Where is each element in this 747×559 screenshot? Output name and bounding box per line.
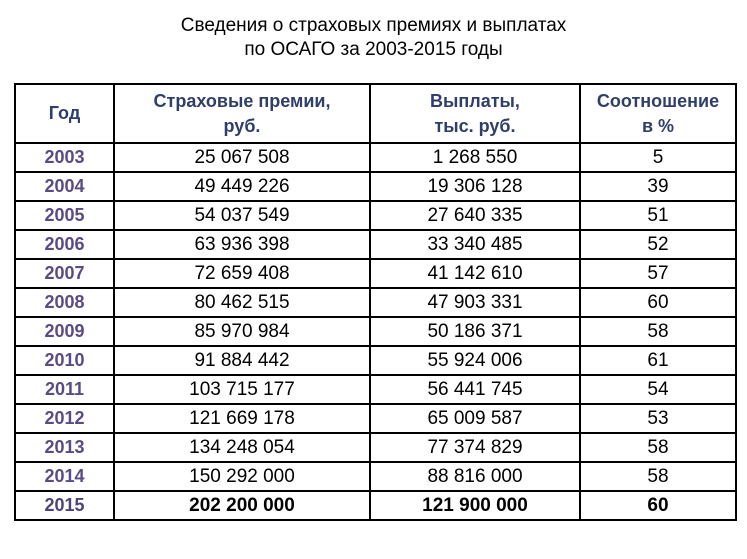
premiums-cell: 202 200 000 bbox=[114, 491, 370, 520]
ratio-cell: 58 bbox=[580, 462, 736, 491]
table-row bbox=[15, 317, 736, 346]
premiums-cell: 80 462 515 bbox=[114, 288, 370, 317]
premiums-cell: 54 037 549 bbox=[114, 201, 370, 230]
ratio-cell: 58 bbox=[580, 433, 736, 462]
header-year-label: Год bbox=[48, 103, 81, 123]
header-payments-line-2: тыс. руб. bbox=[434, 115, 516, 136]
year-cell: 2004 bbox=[15, 172, 114, 201]
ratio-cell: 54 bbox=[580, 375, 736, 404]
ratio-cell: 60 bbox=[580, 491, 736, 520]
premiums-cell: 103 715 177 bbox=[114, 375, 370, 404]
table-row bbox=[15, 462, 736, 491]
year-cell: 2014 bbox=[15, 462, 114, 491]
document-title bbox=[0, 14, 747, 62]
year-cell: 2011 bbox=[15, 375, 114, 404]
header-ratio-line-1: Соотношение bbox=[596, 90, 720, 111]
year-cell: 2015 bbox=[15, 491, 114, 520]
table-row bbox=[15, 404, 736, 433]
year-cell: 2007 bbox=[15, 259, 114, 288]
premiums-cell: 91 884 442 bbox=[114, 346, 370, 375]
year-cell: 2010 bbox=[15, 346, 114, 375]
payments-cell: 41 142 610 bbox=[370, 259, 580, 288]
year-cell: 2009 bbox=[15, 317, 114, 346]
ratio-cell: 58 bbox=[580, 317, 736, 346]
title-line-1: Сведения о страховых премиях и выплатах bbox=[180, 15, 567, 36]
header-ratio bbox=[580, 84, 736, 143]
year-cell: 2006 bbox=[15, 230, 114, 259]
header-payments-line-1: Выплаты, bbox=[430, 90, 520, 111]
payments-cell: 1 268 550 bbox=[370, 143, 580, 172]
table-row-total bbox=[15, 491, 736, 520]
table-row bbox=[15, 375, 736, 404]
table-row bbox=[15, 288, 736, 317]
payments-cell: 50 186 371 bbox=[370, 317, 580, 346]
table-row bbox=[15, 172, 736, 201]
payments-cell: 77 374 829 bbox=[370, 433, 580, 462]
ratio-cell: 5 bbox=[580, 143, 736, 172]
payments-cell: 33 340 485 bbox=[370, 230, 580, 259]
premiums-cell: 121 669 178 bbox=[114, 404, 370, 433]
table-row bbox=[15, 143, 736, 172]
premiums-cell: 49 449 226 bbox=[114, 172, 370, 201]
header-premiums bbox=[114, 84, 370, 143]
year-cell: 2013 bbox=[15, 433, 114, 462]
ratio-cell: 61 bbox=[580, 346, 736, 375]
table-header-row bbox=[15, 84, 736, 143]
ratio-cell: 52 bbox=[580, 230, 736, 259]
ratio-cell: 51 bbox=[580, 201, 736, 230]
premiums-cell: 25 067 508 bbox=[114, 143, 370, 172]
osago-table bbox=[14, 83, 737, 521]
header-payments bbox=[370, 84, 580, 143]
premiums-cell: 63 936 398 bbox=[114, 230, 370, 259]
payments-cell: 55 924 006 bbox=[370, 346, 580, 375]
premiums-cell: 72 659 408 bbox=[114, 259, 370, 288]
year-cell: 2005 bbox=[15, 201, 114, 230]
payments-cell: 27 640 335 bbox=[370, 201, 580, 230]
year-cell: 2008 bbox=[15, 288, 114, 317]
payments-cell: 88 816 000 bbox=[370, 462, 580, 491]
year-cell: 2003 bbox=[15, 143, 114, 172]
header-premiums-line-1: Страховые премии, bbox=[153, 90, 331, 111]
payments-cell: 121 900 000 bbox=[370, 491, 580, 520]
payments-cell: 47 903 331 bbox=[370, 288, 580, 317]
header-year bbox=[15, 84, 114, 143]
premiums-cell: 85 970 984 bbox=[114, 317, 370, 346]
payments-cell: 56 441 745 bbox=[370, 375, 580, 404]
ratio-cell: 60 bbox=[580, 288, 736, 317]
table-row bbox=[15, 201, 736, 230]
header-premiums-line-2: руб. bbox=[223, 115, 261, 136]
year-cell: 2012 bbox=[15, 404, 114, 433]
table-row bbox=[15, 346, 736, 375]
header-ratio-line-2: в % bbox=[641, 115, 675, 136]
ratio-cell: 57 bbox=[580, 259, 736, 288]
ratio-cell: 39 bbox=[580, 172, 736, 201]
table-row bbox=[15, 230, 736, 259]
ratio-cell: 53 bbox=[580, 404, 736, 433]
payments-cell: 65 009 587 bbox=[370, 404, 580, 433]
premiums-cell: 134 248 054 bbox=[114, 433, 370, 462]
payments-cell: 19 306 128 bbox=[370, 172, 580, 201]
table-row bbox=[15, 433, 736, 462]
title-line-2: по ОСАГО за 2003-2015 годы bbox=[244, 39, 503, 60]
premiums-cell: 150 292 000 bbox=[114, 462, 370, 491]
table-row bbox=[15, 259, 736, 288]
